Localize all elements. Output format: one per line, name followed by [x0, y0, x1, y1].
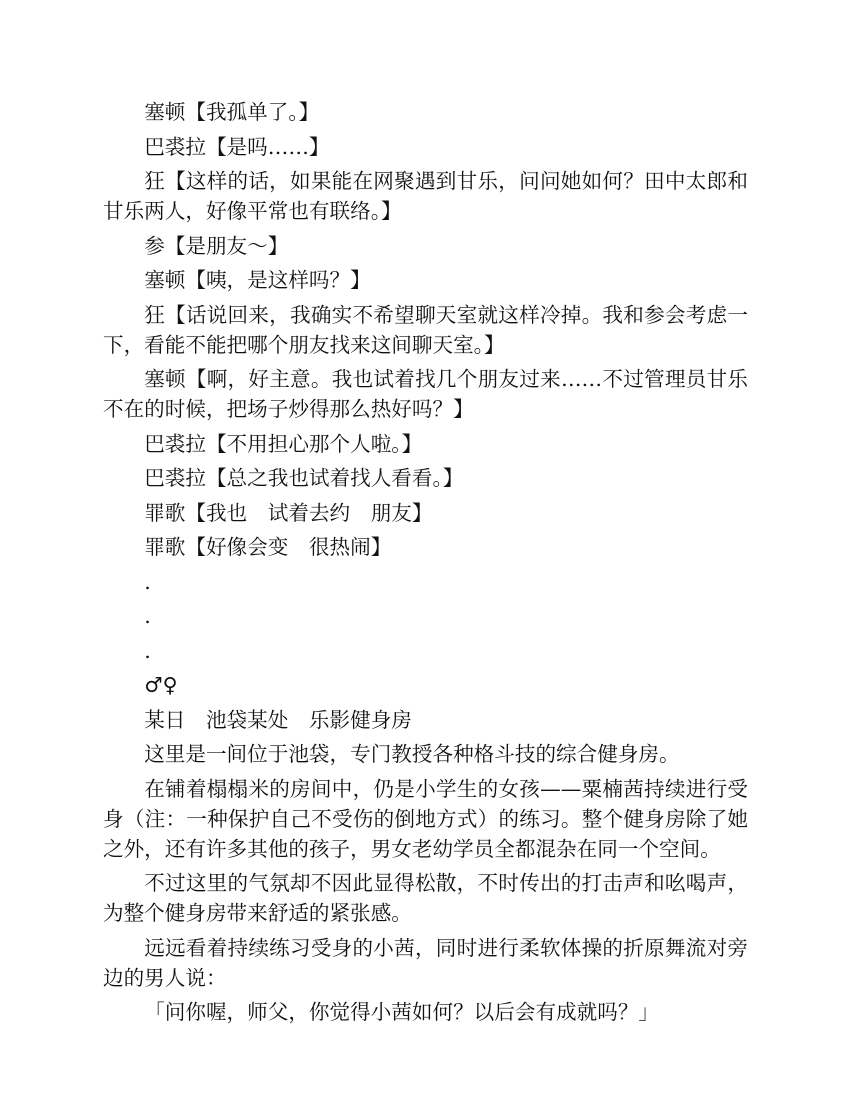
paragraph: 巴裘拉【总之我也试着找人看看。】 [144, 466, 464, 490]
paragraph: 这里是一间位于池袋，专门教授各种格斗技的综合健身房。 [144, 742, 680, 766]
scene-heading: 某日 池袋某处 乐影健身房 [144, 707, 412, 732]
paragraph: 参【是朋友～】 [144, 233, 289, 258]
paragraph: 巴裘拉【是吗……】 [144, 134, 330, 159]
paragraph: 狂【话说回来，我确实不希望聊天室就这样冷掉。我和参会考虑一下，看能不能把哪个朋友找来这间聊天室。】 [103, 302, 748, 357]
paragraph: 塞顿【啊，好主意。我也试着找几个朋友过来……不过管理员甘乐不在的时候，把场子炒得那么热好吗？】 [103, 367, 748, 421]
paragraph: 在铺着榻榻米的房间中，仍是小学生的女孩——粟楠茜持续进行受身（注：一种保护自己不受伤的倒地方式）的练习。整个健身房除了她之外，还有许多其他的孩子，男女老幼学员全都混杂在同一个空间。 [103, 776, 748, 861]
scene-break-symbol: ♂♀ [144, 673, 178, 697]
paragraph: 巴裘拉【不用担心那个人啦。】 [144, 431, 423, 456]
paragraph: 罪歌【好像会变 很热闹】 [144, 535, 392, 559]
scene-break-dot: . [144, 604, 151, 628]
scene-break-dot: . [144, 638, 151, 663]
paragraph: 塞顿【我孤单了。】 [144, 100, 320, 124]
paragraph: 远远看着持续练习受身的小茜，同时进行柔软体操的折原舞流对旁边的男人说： [103, 935, 748, 990]
scene-break-dot: . [144, 569, 151, 594]
document-page [103, 97, 748, 1032]
paragraph: 罪歌【我也 试着去约 朋友】 [144, 500, 433, 525]
paragraph: 塞顿【咦，是这样吗？】 [144, 268, 371, 292]
paragraph: 不过这里的气氛却不因此显得松散，不时传出的打击声和吆喝声，为整个健身房带来舒适的紧张感。 [103, 871, 748, 925]
paragraph: 「问你喔，师父，你觉得小茜如何？以后会有成就吗？」 [144, 1000, 660, 1024]
paragraph: 狂【这样的话，如果能在网聚遇到甘乐，问问她如何？田中太郎和甘乐两人，好像平常也有联络。】 [103, 169, 748, 223]
